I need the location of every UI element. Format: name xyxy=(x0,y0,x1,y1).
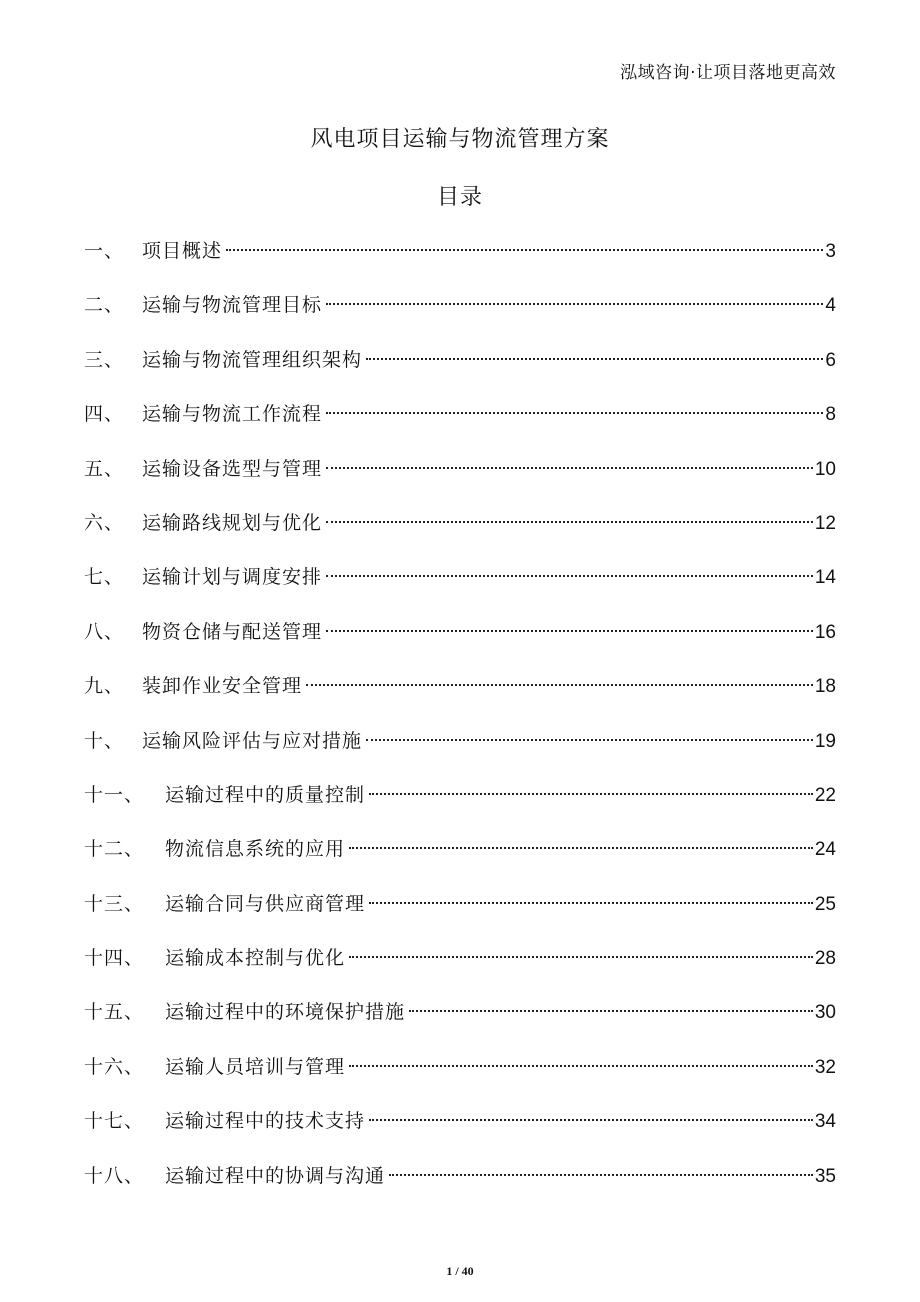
toc-dot-leader xyxy=(409,1010,813,1012)
toc-dot-leader xyxy=(349,847,813,849)
toc-entry-number: 一、 xyxy=(84,240,125,262)
document-title: 风电项目运输与物流管理方案 xyxy=(310,127,610,152)
toc-entry-page[interactable]: 10 xyxy=(814,458,836,480)
toc-entry-title[interactable]: 运输与物流工作流程 xyxy=(142,403,323,426)
toc-entry-number: 十三、 xyxy=(84,892,145,915)
toc-entry-page[interactable]: 12 xyxy=(814,512,836,534)
toc-entry-title[interactable]: 运输过程中的质量控制 xyxy=(165,783,366,806)
toc-entry-title[interactable]: 运输计划与调度安排 xyxy=(142,566,323,589)
toc-entry[interactable] xyxy=(84,778,836,832)
toc-entry-page[interactable]: 35 xyxy=(814,1165,836,1187)
toc-entry-page[interactable]: 6 xyxy=(825,349,836,371)
toc-dot-leader xyxy=(369,1119,813,1121)
toc-entry[interactable] xyxy=(84,724,836,778)
toc-heading: 目录 xyxy=(436,185,483,210)
toc-dot-leader xyxy=(326,521,813,523)
toc-entry-page[interactable]: 32 xyxy=(814,1056,836,1078)
toc-entry-number: 十一、 xyxy=(84,783,145,806)
toc-entry-number: 十五、 xyxy=(84,1001,145,1024)
toc-entry-number: 十七、 xyxy=(84,1110,145,1133)
toc-entry-title[interactable]: 运输与物流管理组织架构 xyxy=(142,348,363,371)
toc-entry[interactable] xyxy=(84,397,836,451)
table-of-contents xyxy=(84,234,836,1213)
toc-entry[interactable] xyxy=(84,560,836,614)
toc-entry-number: 八、 xyxy=(84,620,125,643)
toc-entry-number: 五、 xyxy=(84,457,125,480)
toc-entry-number: 四、 xyxy=(84,403,125,426)
toc-entry-title[interactable]: 运输过程中的协调与沟通 xyxy=(165,1164,386,1187)
toc-entry-page[interactable]: 30 xyxy=(814,1002,836,1024)
toc-entry-title[interactable]: 装卸作业安全管理 xyxy=(142,675,303,698)
toc-entry[interactable] xyxy=(84,941,836,995)
toc-entry[interactable] xyxy=(84,832,836,886)
toc-entry-number: 三、 xyxy=(84,348,125,371)
toc-dot-leader xyxy=(366,358,823,360)
toc-entry-page[interactable]: 24 xyxy=(814,839,836,861)
toc-dot-leader xyxy=(369,793,813,795)
toc-dot-leader xyxy=(349,956,813,958)
toc-entry-title[interactable]: 项目概述 xyxy=(142,240,223,262)
toc-dot-leader xyxy=(369,902,813,904)
toc-entry-page[interactable]: 28 xyxy=(814,948,836,970)
toc-entry-title[interactable]: 运输过程中的技术支持 xyxy=(165,1110,366,1133)
toc-entry[interactable] xyxy=(84,288,836,342)
toc-entry-title[interactable]: 物流信息系统的应用 xyxy=(165,838,346,861)
toc-entry[interactable] xyxy=(84,343,836,397)
toc-entry-number: 七、 xyxy=(84,566,125,589)
toc-entry[interactable] xyxy=(84,1050,836,1104)
toc-entry[interactable] xyxy=(84,615,836,669)
toc-entry[interactable] xyxy=(84,506,836,560)
toc-entry-title[interactable]: 运输路线规划与优化 xyxy=(142,511,323,534)
toc-entry-number: 十八、 xyxy=(84,1164,145,1187)
toc-entry-page[interactable]: 34 xyxy=(814,1111,836,1133)
toc-entry[interactable] xyxy=(84,1159,836,1213)
toc-entry-page[interactable]: 19 xyxy=(814,730,836,752)
toc-entry-title[interactable]: 运输设备选型与管理 xyxy=(142,457,323,480)
toc-dot-leader xyxy=(326,412,823,414)
toc-entry-page[interactable]: 25 xyxy=(814,893,836,915)
toc-entry[interactable] xyxy=(84,452,836,506)
toc-dot-leader xyxy=(366,739,813,741)
toc-dot-leader xyxy=(326,575,813,577)
toc-dot-leader xyxy=(326,630,813,632)
toc-entry-page[interactable]: 18 xyxy=(814,676,836,698)
toc-entry-page[interactable]: 3 xyxy=(825,241,836,262)
toc-entry-number: 十四、 xyxy=(84,947,145,970)
header-tagline: 泓域咨询·让项目落地更高效 xyxy=(620,63,836,83)
toc-dot-leader xyxy=(326,303,823,305)
toc-dot-leader xyxy=(389,1174,813,1176)
toc-entry[interactable] xyxy=(84,234,836,288)
toc-entry-number: 九、 xyxy=(84,675,125,698)
toc-entry-number: 十、 xyxy=(84,729,125,752)
toc-entry[interactable] xyxy=(84,887,836,941)
toc-entry-page[interactable]: 22 xyxy=(814,784,836,806)
toc-entry-title[interactable]: 运输与物流管理目标 xyxy=(142,294,323,317)
toc-entry-page[interactable]: 16 xyxy=(814,621,836,643)
toc-entry-page[interactable]: 8 xyxy=(825,404,836,426)
toc-entry-title[interactable]: 运输风险评估与应对措施 xyxy=(142,729,363,752)
toc-entry-number: 十二、 xyxy=(84,838,145,861)
toc-entry-title[interactable]: 运输过程中的环境保护措施 xyxy=(165,1001,406,1024)
toc-entry-title[interactable]: 运输人员培训与管理 xyxy=(165,1055,346,1078)
toc-entry-title[interactable]: 运输合同与供应商管理 xyxy=(165,892,366,915)
toc-dot-leader xyxy=(349,1065,813,1067)
toc-entry-number: 二、 xyxy=(84,294,125,317)
toc-entry[interactable] xyxy=(84,1104,836,1158)
toc-entry[interactable] xyxy=(84,669,836,723)
toc-entry-page[interactable]: 4 xyxy=(825,295,836,317)
toc-entry-title[interactable]: 物资仓储与配送管理 xyxy=(142,620,323,643)
page-number-indicator: 1 / 40 xyxy=(446,1264,474,1278)
toc-entry-number: 十六、 xyxy=(84,1055,145,1078)
toc-entry-number: 六、 xyxy=(84,511,125,534)
toc-entry-page[interactable]: 14 xyxy=(814,567,836,589)
toc-entry[interactable] xyxy=(84,995,836,1049)
toc-dot-leader xyxy=(226,249,823,251)
toc-entry-title[interactable]: 运输成本控制与优化 xyxy=(165,947,346,970)
toc-dot-leader xyxy=(326,467,813,469)
toc-dot-leader xyxy=(306,684,813,686)
